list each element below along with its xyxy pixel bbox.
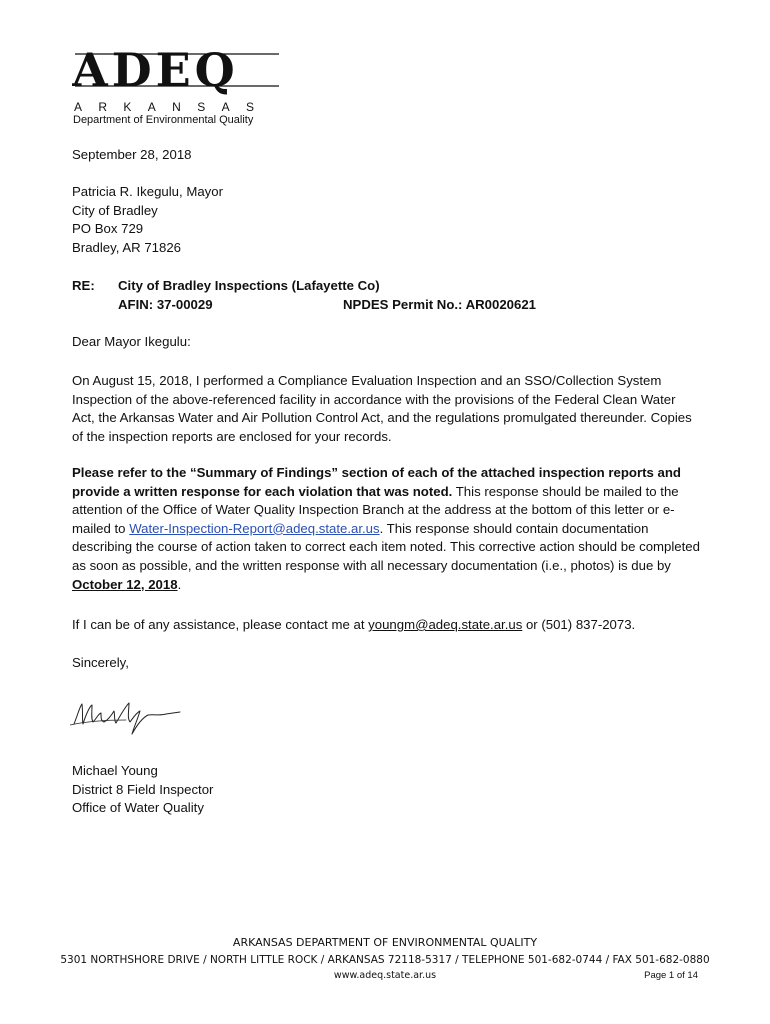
re-block xyxy=(72,277,632,315)
report-email-link[interactable]: Water-Inspection-Report@adeq.state.ar.us xyxy=(129,520,380,536)
footer-department: ARKANSAS DEPARTMENT OF ENVIRONMENTAL QUALITY xyxy=(232,936,538,949)
paragraph-text: . xyxy=(177,576,182,592)
footer-website[interactable]: www.adeq.state.ar.us xyxy=(333,970,437,981)
re-subject: City of Bradley Inspections (Lafayette Co) xyxy=(118,278,380,293)
signer-block xyxy=(72,762,213,818)
body-paragraph-3 xyxy=(72,616,700,635)
body-paragraph-2 xyxy=(72,464,700,594)
adeq-logo xyxy=(72,40,282,126)
re-permit: NPDES Permit No.: AR0020621 xyxy=(343,297,537,312)
logo-letter: S xyxy=(245,100,254,114)
paragraph-text: or (501) 837-2073. xyxy=(522,617,636,632)
logo-letter: A xyxy=(147,100,156,114)
recipient-line: City of Bradley xyxy=(72,202,158,218)
recipient-line: PO Box 729 xyxy=(72,221,144,236)
signer-office: Office of Water Quality xyxy=(72,800,204,815)
recipient-line: Bradley, AR 71826 xyxy=(72,239,181,255)
department-name: Department of Environmental Quality xyxy=(73,114,254,126)
paragraph-text: This response should be mailed to the attention of the Office of Water Quality Inspection Branch at the address at the bottom of this letter or e-mailed to xyxy=(72,483,679,536)
paragraph-text: . This response should contain documentation describing the course of action taken to correct each item noted. This corrective action should be completed as soon as possible, and the written response with all necessary documentation (i.e., photos) is due by xyxy=(72,520,700,573)
body-paragraph-1: On August 15, 2018, I performed a Compliance Evaluation Inspection and an SSO/Collection System Inspection of the above-referenced facility in accordance with the provisions of the Federal Clean Water Act, the Arkansas Water and Air Pollution Control Act, and the regulations promulgated thereunder. Copies of the inspection reports are enclosed for your records. xyxy=(72,373,692,444)
logo-letter: S xyxy=(197,100,206,114)
logo-letter: R xyxy=(98,100,108,114)
re-label: RE: xyxy=(72,278,95,293)
contact-email-link[interactable]: youngm@adeq.state.ar.us xyxy=(368,617,523,632)
recipient-line: Patricia R. Ikegulu, Mayor xyxy=(72,184,223,199)
closing: Sincerely, xyxy=(72,655,129,670)
findings-request: Please refer to the “Summary of Findings” section of each of the attached inspection reports and provide a written response for each violation that was noted. xyxy=(72,465,681,499)
logo-letter: A xyxy=(74,100,83,114)
adeq-logo-mark xyxy=(72,40,282,98)
logo-text: ADEQ xyxy=(72,43,239,97)
logo-letter: N xyxy=(172,100,181,114)
footer-address: 5301 NORTHSHORE DRIVE / NORTH LITTLE ROCK / ARKANSAS 72118-5317 / TELEPHONE 501-682-0744 / FAX 501-682-0880 xyxy=(60,954,710,966)
re-afin: AFIN: 37-00029 xyxy=(118,297,213,312)
logo-letter: K xyxy=(123,100,132,114)
salutation: Dear Mayor Ikegulu: xyxy=(72,334,191,349)
page-number: Page 1 of 14 xyxy=(644,970,698,981)
signer-title: District 8 Field Inspector xyxy=(72,781,214,797)
due-date: October 12, 2018 xyxy=(72,576,178,592)
handwritten-signature xyxy=(70,694,182,736)
logo-letter: A xyxy=(221,100,230,114)
letter-date: September 28, 2018 xyxy=(72,147,192,162)
paragraph-text: If I can be of any assistance, please contact me at xyxy=(72,617,369,632)
signer-name: Michael Young xyxy=(72,763,158,778)
logo-state-letters xyxy=(74,100,254,114)
recipient-address xyxy=(72,183,223,257)
